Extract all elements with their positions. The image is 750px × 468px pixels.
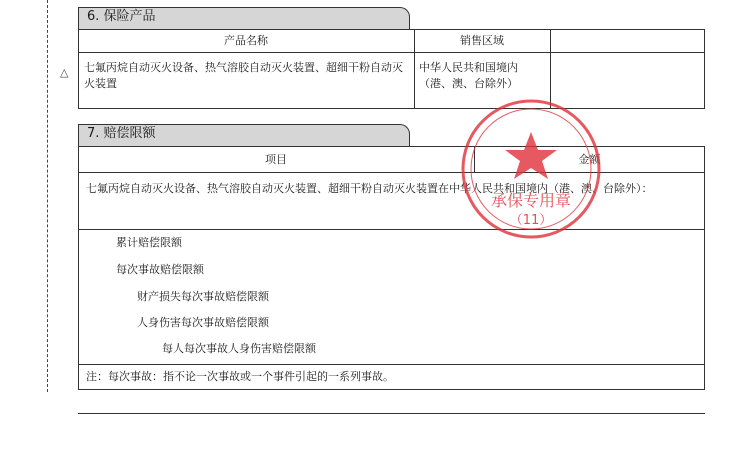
header-amount: 金额 [578, 153, 601, 166]
limit-row-bodily-injury: 人身伤害每次事故赔偿限额 [137, 316, 269, 329]
limit-row-property-damage: 财产损失每次事故赔偿限额 [137, 290, 269, 303]
header-product-name: 产品名称 [224, 34, 268, 47]
binding-margin-line [47, 0, 48, 392]
coverage-scope-text: 七氟丙烷自动灭火设备、热气溶胶自动灭火装置、超细干粉自动灭火装置在中华人民共和国境内（港、澳、台除外）： [86, 182, 653, 195]
section7-scope-divider [78, 229, 705, 230]
footer-divider [78, 413, 705, 414]
seal-code: （11） [509, 213, 553, 228]
limit-row-per-person-injury: 每人每次事故人身伤害赔偿限额 [162, 342, 316, 355]
section6-title-tab [78, 7, 410, 29]
header-item: 项目 [265, 153, 287, 166]
triangle-marker-icon: △ [60, 66, 69, 79]
header-sales-region: 销售区域 [460, 34, 504, 47]
section7-title-tab [78, 124, 410, 146]
section7-note-divider [78, 364, 705, 365]
section6-title: 6. 保险产品 [87, 9, 156, 24]
company-seal-stamp [456, 94, 606, 244]
section7-header-divider [78, 172, 705, 173]
limit-row-per-accident: 每次事故赔偿限额 [116, 263, 204, 276]
seal-label: 承保专用章 [490, 191, 572, 210]
section6-header-divider [78, 52, 705, 53]
seal-star-icon [505, 132, 557, 179]
sales-region-value: 中华人民共和国境内（港、澳、台除外） [419, 61, 518, 90]
section7-title: 7. 赔偿限额 [87, 126, 156, 141]
product-name-value: 七氟丙烷自动灭火设备、热气溶胶自动灭火装置、超细干粉自动灭火装置 [84, 61, 403, 90]
accident-definition-note: 注：每次事故：指不论一次事故或一个事件引起的一系列事故。 [86, 370, 394, 383]
limit-row-aggregate: 累计赔偿限额 [116, 236, 182, 249]
